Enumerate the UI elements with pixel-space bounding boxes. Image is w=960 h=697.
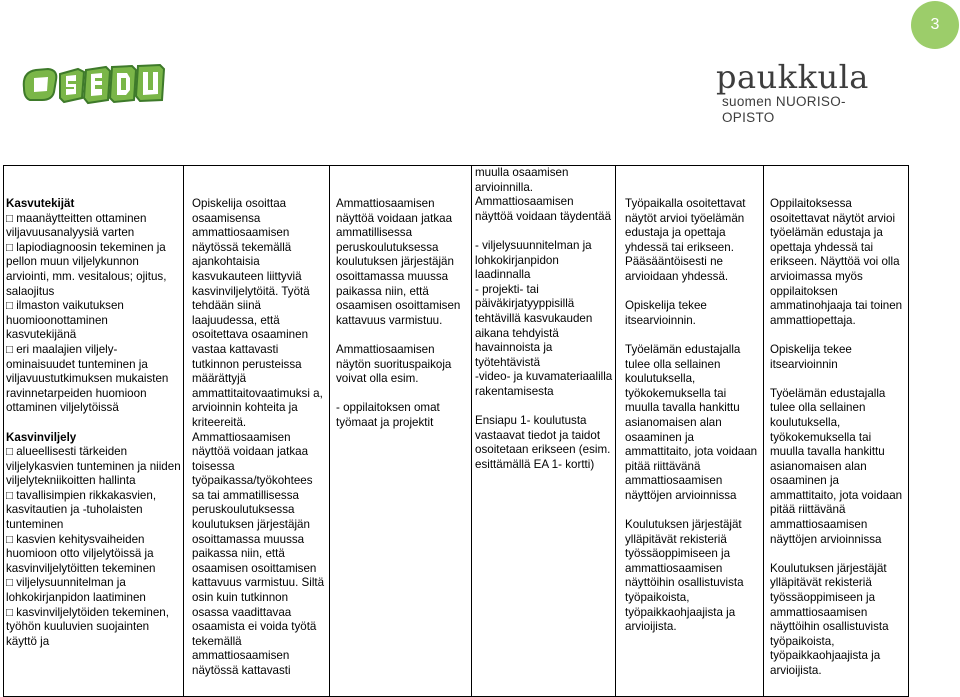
paragraph: Ammattiosaamisen näyttöä voidaan täydentää — [475, 195, 612, 223]
list-item: □ tavallisimpien rikkakasvien, kasvitautien ja -tuholaisten tunteminen — [6, 488, 157, 532]
list-item: □ kasvinviljelytöiden tekeminen, työhön kuuluvien suojainten käyttö ja — [6, 605, 169, 648]
paragraph: Opiskelija tekee itsearvioinnin — [770, 342, 852, 371]
paukkula-sub-suomen: suomen — [722, 94, 772, 109]
list-item: □ viljelysuunnitelman ja lohkokirjanpidon laatiminen — [6, 576, 146, 605]
paragraph: Ammattiosaamisen näyttöä voidaan jatkaa ammatillisessa peruskoulutuksessa koulutuksen järjestäjän osoittamassa muussa paikassa niin, että osaamisen osoittamisen kattavuus varmistuu. — [336, 197, 461, 327]
table-row — [4, 166, 909, 697]
paukkula-wordmark: paukkula — [716, 58, 869, 96]
paragraph: Ensiapu 1- koulutusta vastaavat tiedot ja taidot osoitetaan erikseen (esim. esittämällä EA 1- kortti) — [475, 414, 611, 471]
list-item: □ lapiodiagnoosin tekeminen ja pellon muun viljelykunnon arviointi, mm. vesitalous; ojitus, salaojitus — [6, 240, 167, 298]
page-number-badge: 3 — [911, 1, 959, 49]
list-item: □ alueellisesti tärkeiden viljelykasvien tunteminen ja niiden viljelytekniikoitten hallinta — [6, 445, 181, 488]
heading-kasvinviljely: Kasvinviljely — [6, 430, 77, 444]
paragraph: - viljelysuunnitelman ja lohkokirjanpidon laadinnalla - projekti- tai päiväkirjatyyppisillä tehtävillä kasvukauden aikana tehdyistä havainnoista ja työtehtävistä -video- ja kuvamateriaalilla rakentamisesta — [475, 238, 613, 398]
school-assessment-cell — [764, 166, 909, 697]
assessment-table — [3, 165, 909, 697]
paukkula-logo — [716, 58, 896, 125]
paukkula-sub-nuoriso: NUORISO-OPISTO — [722, 94, 846, 125]
paragraph: Ammattiosaamisen näytön suorituspaikoja voivat olla esim. — [336, 342, 452, 386]
paragraph: Opiskelija tekee itsearvioinnin. — [625, 299, 707, 327]
esedu-logo — [22, 58, 167, 106]
paukkula-subtitle — [716, 94, 896, 126]
list-item: □ eri maalajien viljely-ominaisuudet tunteminen ja viljavuustutkimuksen mukaisten ravinnetarpeiden huomioon ottaminen viljelytöissä — [6, 342, 169, 415]
paragraph: Koulutuksen järjestäjät ylläpitävät rekisteriä työssäoppimiseen ja ammattiosaamisen näyttöihin osallistuvista työpaikoista, työpaikkaohjaajista ja arvioijista. — [625, 518, 744, 634]
list-item: □ kasvien kehitysvaiheiden huomioon otto viljelytöissä ja kasvinviljelytöitten tekeminen — [6, 532, 156, 575]
supplement-cell — [472, 166, 616, 697]
paragraph: Työpaikalla osoitettavat näytöt arvioi työelämän edustaja ja opettaja yhdessä tai erikseen. Pääsääntöisesti ne arvioidaan yhdessä. — [625, 197, 746, 283]
demonstration-cell — [184, 166, 330, 697]
demonstration-location-cell — [330, 166, 472, 697]
paragraph: Oppilaitoksessa osoitettavat näytöt arvioi työelämän edustaja ja opettaja yhdessä tai erikseen. Näyttöä voi olla arvioimassa myös oppilaitoksen ammatinohjaaja tai toinen ammattiopettaja. — [770, 197, 903, 327]
list-item: □ ilmaston vaikutuksen huomioonottaminen kasvutekijänä — [6, 299, 124, 342]
criteria-cell — [4, 166, 184, 697]
paragraph: Työelämän edustajalla tulee olla sellainen koulutuksella, työkokemuksella tai muulla tavalla hankittu asianomaisen alan osaaminen ja ammattitaito, jota voidaan pitää riittävänä ammattiosaamisen näyttöjen arvioinnissa — [625, 342, 758, 502]
list-item: □ maanäytteitten ottaminen viljavuusanalyysiä varten — [6, 211, 147, 240]
paragraph: Opiskelija osoittaa osaamisensa ammattiosaamisen näytössä tekemällä ajankohtaisia kasvukauteen liittyviä kasvinviljelytöitä. Työtä tehdään siinä laajuudessa, että osoitettava osaaminen vastaa kattavasti tutkinnon perusteissa määrättyjä ammattitaitovaatimuksi a, arvioinnin kohteita ja kriteereitä. Ammattiosaamisen näyttöä voidaan jatkaa toisessa työpaikassa/työkohtees sa tai ammatillisessa peruskoulutuksessa koulutuksen järjestäjän osoittamassa muussa paikassa niin, että osaamisen osoittamisen kattavuus varmistuu. Siltä osin kuin tutkinnon osassa vaadittavaa osaamista ei voida työtä tekemällä ammattiosaamisen näytössä kattavasti — [192, 197, 325, 677]
paragraph: Koulutuksen järjestäjät ylläpitävät rekisteriä työssäoppimiseen ja ammattiosaamisen näyttöihin osallistuvista työpaikoista, työpaikkaohjaajista ja arvioijista. — [770, 561, 889, 677]
paragraph: - oppilaitoksen omat työmaat ja projektit — [336, 401, 440, 429]
paragraph: Työelämän edustajalla tulee olla sellainen koulutuksella, työkokemuksella tai muulla tavalla hankittu asianomaisen alan osaaminen ja ammattitaito, jota voidaan pitää riittävänä ammattiosaamisen näyttöjen arvioinnissa — [770, 386, 903, 546]
heading-kasvutekijat: Kasvutekijät — [6, 197, 75, 210]
paragraph: muulla osaamisen arvioinnilla. — [475, 166, 569, 194]
workplace-assessment-cell — [616, 166, 764, 697]
